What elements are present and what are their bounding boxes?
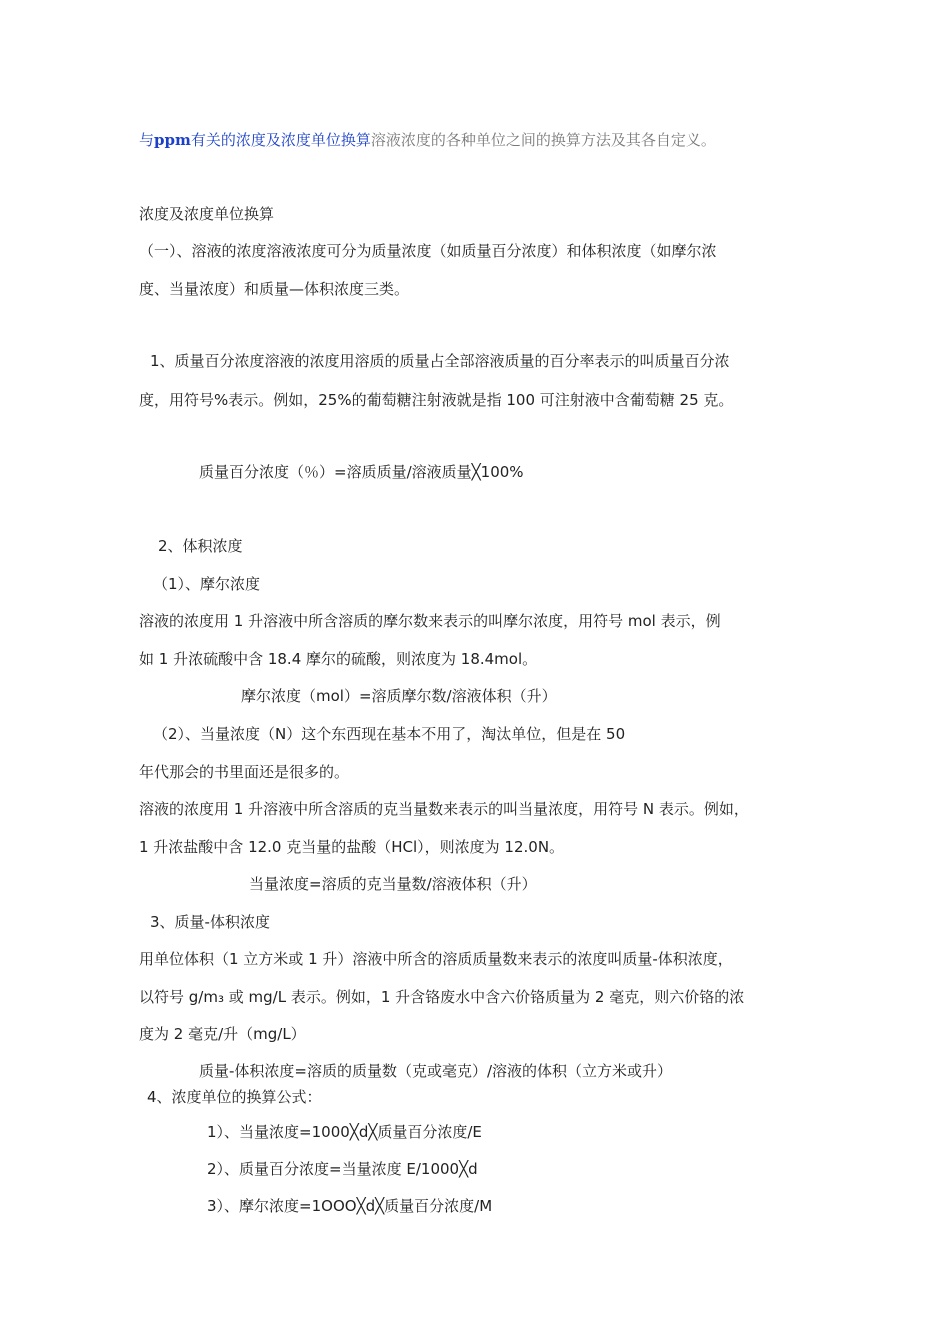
paragraph-line: 1 升浓盐酸中含 12.0 克当量的盐酸（HCl），则浓度为 12.0N。	[139, 838, 565, 856]
paragraph-line: 1、质量百分浓度溶液的浓度用溶质的质量占全部溶液质量的百分率表示的叫质量百分浓	[150, 352, 730, 370]
paragraph-line: 溶液的浓度用 1 升溶液中所含溶质的摩尔数来表示的叫摩尔浓度，用符号 mol 表示，例	[139, 612, 721, 630]
paragraph-line: 如 1 升浓硫酸中含 18.4 摩尔的硫酸，则浓度为 18.4mol。	[139, 650, 538, 668]
formula-line: 质量-体积浓度=溶质的质量数（克或毫克）/溶液的体积（立方米或升）	[199, 1062, 673, 1080]
subheading: 3、质量-体积浓度	[150, 913, 270, 931]
title-link[interactable]: 与ppm有关的浓度及浓度单位换算	[139, 131, 371, 149]
paragraph-line: 以符号 g/m₃ 或 mg/L 表示。例如，1 升含铬废水中含六价铬质量为 2 毫克，则六价铬的浓	[139, 988, 745, 1006]
formula-line: 3）、摩尔浓度=1OOO╳d╳质量百分浓度/M	[207, 1197, 493, 1215]
paragraph-line: 溶液的浓度用 1 升溶液中所含溶质的克当量数来表示的叫当量浓度，用符号 N 表示。例如，	[139, 800, 749, 818]
formula-line: 当量浓度=溶质的克当量数/溶液体积（升）	[249, 875, 537, 893]
paragraph-line: （一）、溶液的浓度溶液浓度可分为质量浓度（如质量百分浓度）和体积浓度（如摩尔浓	[139, 242, 717, 260]
subheading: （1）、摩尔浓度	[153, 575, 261, 593]
document-title: 与ppm有关的浓度及浓度单位换算溶液浓度的各种单位之间的换算方法及其各自定义。	[139, 131, 716, 149]
section-heading: 浓度及浓度单位换算	[139, 205, 275, 223]
subheading: 2、体积浓度	[158, 537, 243, 555]
paragraph-line: 度，用符号%表示。例如，25%的葡萄糖注射液就是指 100 可注射液中含葡萄糖 25 克。	[139, 391, 734, 409]
formula-line: 质量百分浓度（％）=溶质质量/溶液质量╳100%	[199, 463, 524, 481]
paragraph-line: 度、当量浓度）和质量—体积浓度三类。	[139, 280, 410, 298]
paragraph-line: 度为 2 毫克/升（mg/L）	[139, 1025, 306, 1043]
paragraph-line: 用单位体积（1 立方米或 1 升）溶液中所含的溶质质量数来表示的浓度叫质量-体积浓度，	[139, 950, 733, 968]
formula-line: 2）、质量百分浓度=当量浓度 E/1000╳d	[207, 1160, 478, 1178]
formula-line: 摩尔浓度（mol）=溶质摩尔数/溶液体积（升）	[241, 687, 557, 705]
paragraph-line: 年代那会的书里面还是很多的。	[139, 763, 350, 781]
subheading: （2）、当量浓度（N）这个东西现在基本不用了，淘汰单位，但是在 50	[153, 725, 626, 743]
subheading: 4、浓度单位的换算公式：	[147, 1088, 322, 1106]
formula-line: 1）、当量浓度=1000╳d╳质量百分浓度/E	[207, 1123, 482, 1141]
